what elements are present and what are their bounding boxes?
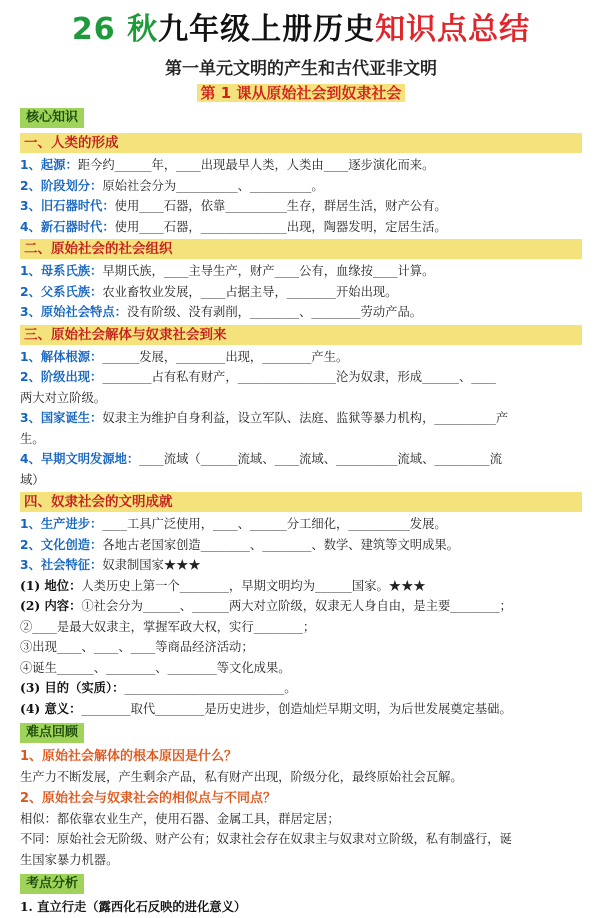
item-label: 1、起源：	[20, 158, 78, 172]
answer: 相似：都依靠农业生产，使用石器、金属工具，群居定居；	[20, 811, 340, 826]
sub-item-label: (3) 目的（实质）：	[20, 680, 125, 695]
exam-analysis-tag: 考点分析	[20, 874, 84, 894]
list-item	[20, 196, 582, 217]
list-item-continuation: 生。	[20, 431, 45, 446]
sub-item-continuation: ④诞生______、________、________等文化成果。	[20, 660, 291, 675]
item-label: 2、阶级出现：	[20, 370, 103, 384]
item-label: 1、生产进步：	[20, 517, 103, 531]
list-item-continuation: 两大对立阶级。	[20, 390, 107, 405]
exam-item: 1. 直立行走（露西化石反映的进化意义）	[20, 899, 247, 914]
sub-item-text: ________取代________是历史进步，创造灿烂早期文明，为后世发展奠定基础。	[81, 701, 512, 716]
list-item	[20, 282, 582, 303]
answer: 生产力不断发展，产生剩余产品，私有财产出现，阶级分化，最终原始社会瓦解。	[20, 770, 463, 784]
sub-item	[20, 596, 582, 617]
item-text: 农业畜牧业发展，____占据主导，________开始出现。	[102, 284, 398, 299]
item-text: 各地古老国家创造________、________、数学、建筑等文明成果。	[102, 537, 459, 552]
item-label: 4、早期文明发源地：	[20, 452, 140, 466]
sub-item	[20, 678, 582, 699]
sub-item-label: (2) 内容：	[20, 598, 82, 613]
item-text: 使用____石器，______________出现，陶器发明，定居生活。	[114, 219, 447, 234]
sub-item-text: 人类历史上第一个________，早期文明均为______国家。★★★	[81, 578, 426, 593]
item-label: 3、旧石器时代：	[20, 199, 115, 213]
sub-item-continuation: ②____是最大奴隶主，掌握军政大权，实行________；	[20, 619, 316, 634]
item-label: 2、父系氏族：	[20, 284, 103, 299]
sub-item-label: (1) 地位：	[20, 577, 82, 593]
sub-item-text: ①社会分为______、______两大对立阶级，奴隶无人身自由，是主要________；	[81, 599, 512, 613]
item-text: ______发展，________出现，________产生。	[102, 349, 349, 364]
list-item	[20, 535, 582, 556]
sub-item	[20, 699, 582, 720]
question: 2、原始社会与奴隶社会的相似点与不同点？	[20, 790, 277, 806]
section-human-formation: 一、人类的形成	[20, 133, 582, 153]
list-item	[20, 514, 582, 535]
item-text: ____流域（______流域、____流域、__________流域、_________流	[139, 452, 502, 466]
core-knowledge-tag: 核心知识	[20, 108, 84, 128]
item-text: ____工具广泛使用，____、______分工细化，__________发展。	[102, 517, 447, 531]
list-item	[20, 217, 582, 238]
sub-item-text: __________________________。	[124, 681, 297, 695]
lesson-title-text: 第 1 课从原始社会到奴隶社会	[197, 84, 406, 102]
item-text: 使用____石器，依靠__________生存，群居生活，财产公有。	[114, 199, 447, 213]
item-text: ________占有私有财产，________________沦为奴隶，形成______、____	[102, 370, 496, 384]
list-item	[20, 302, 582, 323]
item-text: 原始社会分为__________、__________。	[102, 178, 324, 193]
section-social-organization: 二、原始社会的社会组织	[20, 239, 582, 259]
title-part-c: 知识点总结	[375, 12, 531, 47]
list-item	[20, 261, 582, 282]
page-title	[20, 8, 582, 52]
list-item	[20, 408, 582, 429]
item-label: 3、国家诞生：	[20, 411, 103, 425]
item-label: 3、原始社会特点：	[20, 305, 127, 319]
list-item	[20, 155, 582, 176]
unit-title: 第一单元文明的产生和古代亚非文明	[165, 59, 437, 79]
sub-item-continuation: ③出现____、____、____等商品经济活动；	[20, 640, 254, 654]
item-text: 奴隶制国家★★★	[102, 558, 201, 572]
lesson-title	[20, 82, 582, 104]
sub-item-label: (4) 意义：	[20, 700, 82, 716]
section-society-transition: 三、原始社会解体与奴隶社会到来	[20, 325, 582, 345]
title-part-a: 26 秋	[71, 12, 159, 47]
item-label: 3、社会特征：	[20, 558, 103, 572]
item-label: 2、阶段划分：	[20, 178, 103, 193]
list-item	[20, 367, 582, 388]
item-label: 1、母系氏族：	[20, 264, 103, 278]
item-label: 2、文化创造：	[20, 537, 103, 552]
list-item	[20, 176, 582, 197]
item-text: 早期氏族，____主导生产，财产____公有，血缘按____计算。	[102, 264, 435, 278]
item-text: 没有阶级、没有剥削，________、________劳动产品。	[126, 305, 423, 319]
difficulty-review-tag: 难点回顾	[20, 723, 84, 743]
list-item-continuation: 域）	[20, 472, 45, 487]
item-text: 距今约______年，____出现最早人类，人类由____逐步演化而来。	[77, 158, 435, 172]
list-item	[20, 347, 582, 368]
list-item	[20, 555, 582, 576]
sub-item	[20, 576, 582, 597]
answer: 不同：原始社会无阶级、财产公有；奴隶社会存在奴隶主与奴隶对立阶级，私有制盛行，诞	[20, 832, 512, 846]
item-label: 1、解体根源：	[20, 349, 103, 364]
answer: 生国家暴力机器。	[20, 852, 119, 867]
list-item	[20, 449, 582, 470]
question: 1、原始社会解体的根本原因是什么？	[20, 749, 238, 764]
title-part-b: 九年级上册历史	[158, 12, 376, 47]
item-label: 4、新石器时代：	[20, 219, 115, 234]
section-slave-achievements: 四、奴隶社会的文明成就	[20, 492, 582, 512]
item-text: 奴隶主为维护自身利益，设立军队、法庭、监狱等暴力机构，__________产	[102, 411, 509, 425]
